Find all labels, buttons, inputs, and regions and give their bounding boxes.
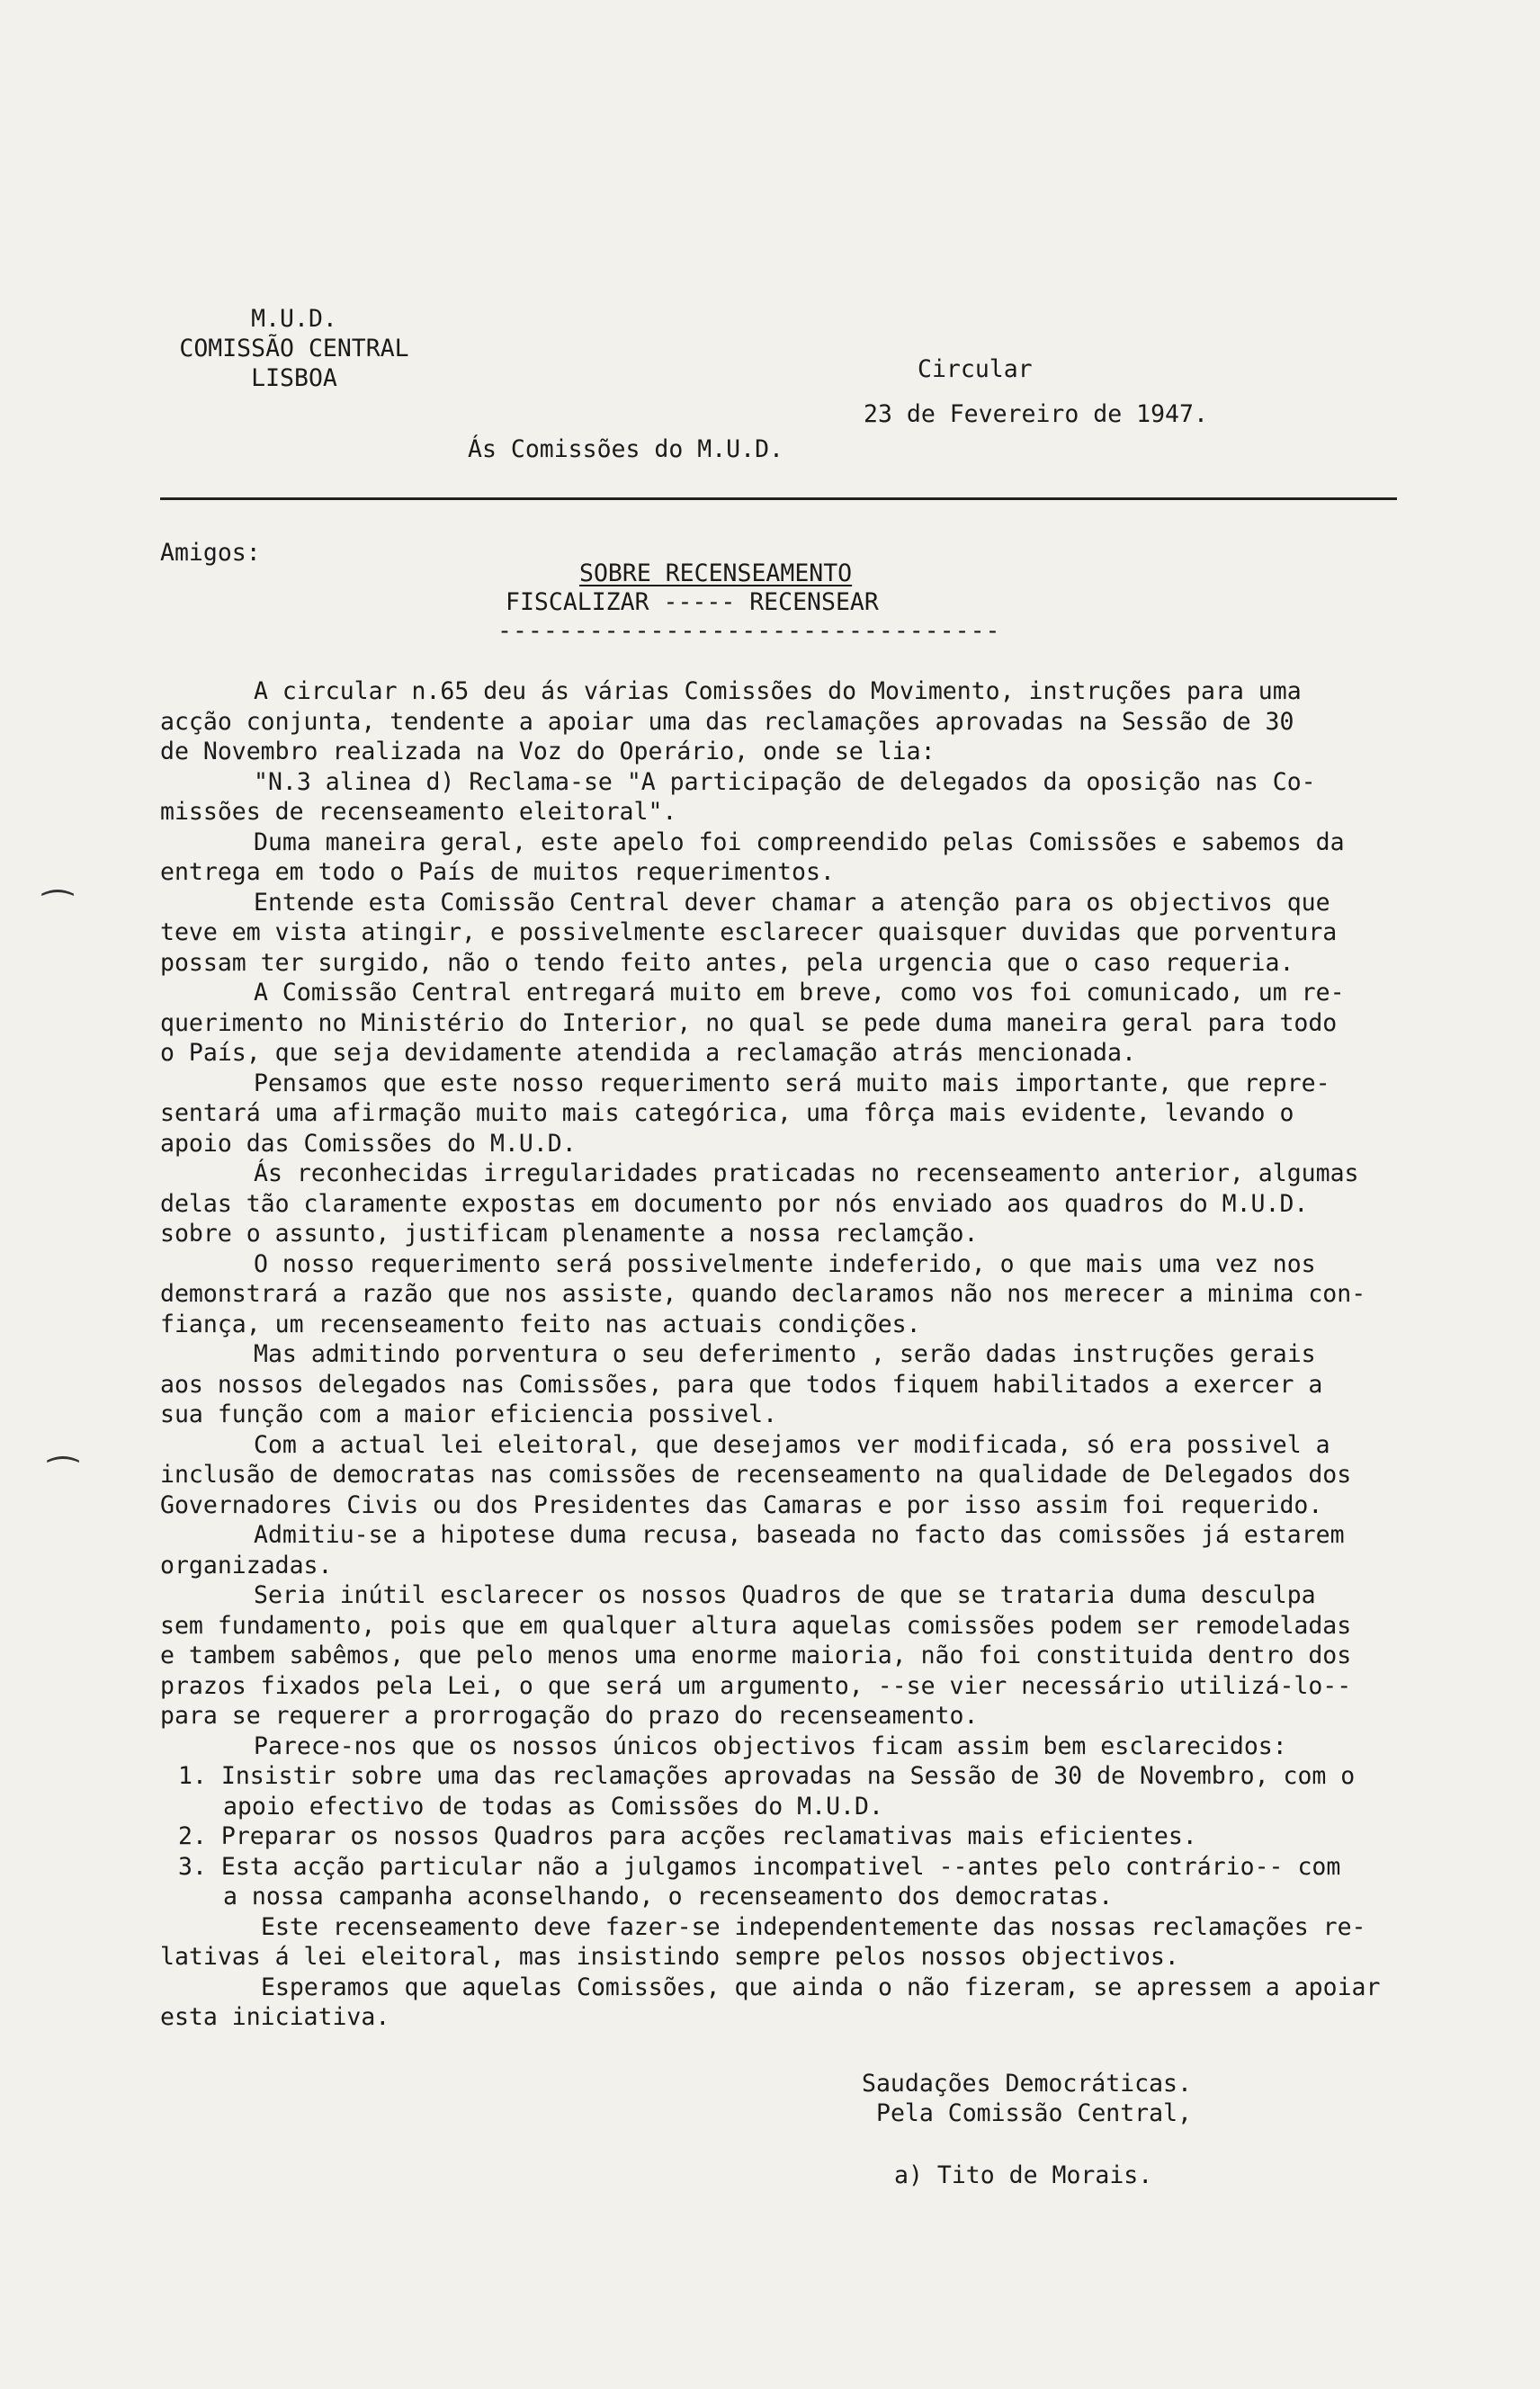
body-line: fiança, um recenseamento feito nas actuais condições.	[160, 1310, 921, 1338]
organization-header	[173, 304, 416, 393]
body-line: prazos fixados pela Lei, o que será um argumento, --se vier necessário utilizá-lo--	[160, 1671, 1352, 1700]
body-line: delas tão claramente expostas em documento por nós enviado aos quadros do M.U.D.	[160, 1189, 1309, 1218]
subject-title: SOBRE RECENSEAMENTO	[579, 559, 853, 587]
org-acronym: M.U.D.	[251, 305, 337, 333]
circular-header	[864, 347, 1208, 437]
body-line: demonstrará a razão que nos assiste, quando declaramos não nos merecer a minima con-	[160, 1280, 1366, 1308]
body-line: aos nossos delegados nas Comissões, para que todos fiquem habilitados a exercer a	[160, 1370, 1323, 1399]
body-line: O nosso requerimento será possivelmente indeferido, o que mais uma vez nos	[254, 1249, 1316, 1278]
body-line: 3. Esta acção particular não a julgamos incompativel --antes pelo contrário-- com	[178, 1852, 1341, 1881]
body-line: Parece-nos que os nossos únicos objectivos ficam assim bem esclarecidos:	[254, 1731, 1287, 1760]
body-line: Com a actual lei eleitoral, que desejamos ver modificada, só era possivel a	[254, 1430, 1330, 1459]
greeting: Amigos:	[160, 539, 261, 567]
signature-on-behalf: Pela Comissão Central,	[876, 2099, 1192, 2127]
body-line: "N.3 alinea d) Reclama-se "A participação de delegados da oposição nas Co-	[254, 767, 1316, 796]
body-line: apoio das Comissões do M.U.D.	[160, 1129, 577, 1158]
body-line: Ás reconhecidas irregularidades praticadas no recenseamento anterior, algumas	[254, 1159, 1359, 1187]
body-line: Duma maneira geral, este apelo foi compreendido pelas Comissões e sabemos da	[254, 828, 1345, 856]
body-line: esta iniciativa.	[160, 2003, 390, 2031]
body-line: para se requerer a prorrogação do prazo do recenseamento.	[160, 1702, 979, 1730]
body-line: lativas á lei eleitoral, mas insistindo sempre pelos nossos objectivos.	[160, 1943, 1179, 1971]
body-line: A Comissão Central entregará muito em breve, como vos foi comunicado, um re-	[254, 979, 1345, 1007]
body-line: acção conjunta, tendente a apoiar uma das reclamações aprovadas na Sessão de 30	[160, 707, 1294, 736]
body-line: Pensamos que este nosso requerimento será muito mais importante, que repre-	[254, 1069, 1330, 1097]
body-line: teve em vista atingir, e possivelmente esclarecer quaisquer duvidas que porventura	[160, 918, 1338, 946]
body-line: querimento no Ministério do Interior, no qual se pede duma maneira geral para todo	[160, 1008, 1338, 1037]
body-line: de Novembro realizada na Voz do Operário, onde se lia:	[160, 738, 936, 765]
circular-label: Circular	[918, 355, 1033, 383]
signature-block	[862, 2069, 1192, 2190]
body-line: Governadores Civis ou dos Presidentes das Camaras e por isso assim foi requerido.	[160, 1490, 1323, 1519]
body-line: Seria inútil esclarecer os nossos Quadros de que se trataria duma desculpa	[254, 1581, 1316, 1609]
circular-date: 23 de Fevereiro de 1947.	[864, 400, 1208, 428]
body-line: inclusão de democratas nas comissões de recenseamento na qualidade de Delegados dos	[160, 1461, 1352, 1489]
body-line: entrega em todo o País de muitos requerimentos.	[160, 858, 835, 886]
body-line: possam ter surgido, não o tendo feito antes, pela urgencia que o caso requeria.	[160, 948, 1294, 977]
body-line: organizadas.	[160, 1551, 333, 1579]
body-line: apoio efectivo de todas as Comissões do M.U.D.	[223, 1792, 883, 1821]
body-line: Esperamos que aquelas Comissões, que ainda o não fizeram, se apressem a apoiar	[261, 1973, 1381, 2001]
body-line: Entende esta Comissão Central dever chamar a atenção para os objectivos que	[254, 888, 1330, 917]
body-line: sua função com a maior eficiencia possivel.	[160, 1400, 778, 1428]
header-divider	[160, 497, 1397, 500]
body-line: Admitiu-se a hipotese duma recusa, baseada no facto das comissões já estarem	[254, 1521, 1345, 1549]
body-line: missões de recenseamento eleitoral".	[160, 798, 677, 826]
org-commission: COMISSÃO CENTRAL	[179, 335, 409, 362]
body-line: sem fundamento, pois que em qualquer altura aquelas comissões podem ser remodeladas	[160, 1611, 1352, 1640]
subject-subtitle: FISCALIZAR ----- RECENSEAR	[506, 588, 879, 616]
body-line: o País, que seja devidamente atendida a reclamação atrás mencionada.	[160, 1039, 1136, 1067]
letter-body	[160, 676, 1437, 2033]
org-city: LISBOA	[251, 364, 337, 392]
body-line: 1. Insistir sobre uma das reclamações aprovadas na Sessão de 30 de Novembro, com o	[178, 1762, 1356, 1790]
margin-mark: ⁀	[43, 890, 73, 932]
addressee: Ás Comissões do M.U.D.	[468, 435, 783, 463]
body-line: a nossa campanha aconselhando, o recenseamento dos democratas.	[223, 1883, 1114, 1910]
body-line: A circular n.65 deu ás várias Comissões do Movimento, instruções para uma	[254, 677, 1302, 705]
body-line: e tambem sabêmos, que pelo menos uma enorme maioria, não foi constituida dentro dos	[160, 1642, 1352, 1669]
closing-salutation: Saudações Democráticas.	[862, 2070, 1192, 2098]
margin-mark: ⁀	[49, 1457, 78, 1499]
body-line: 2. Preparar os nossos Quadros para acções reclamativas mais eficientes.	[178, 1822, 1197, 1850]
body-line: Mas admitindo porventura o seu deferimento , serão dadas instruções gerais	[254, 1340, 1316, 1368]
body-line: Este recenseamento deve fazer-se independentemente das nossas reclamações re-	[261, 1912, 1366, 1941]
title-dashed-rule: ---------------------------------	[497, 617, 1001, 645]
body-line: sobre o assunto, justificam plenamente a nossa reclamção.	[160, 1220, 979, 1248]
body-line: sentará uma afirmação muito mais categórica, uma fôrça mais evidente, levando o	[160, 1099, 1294, 1127]
signature-name: a) Tito de Morais.	[894, 2161, 1153, 2189]
